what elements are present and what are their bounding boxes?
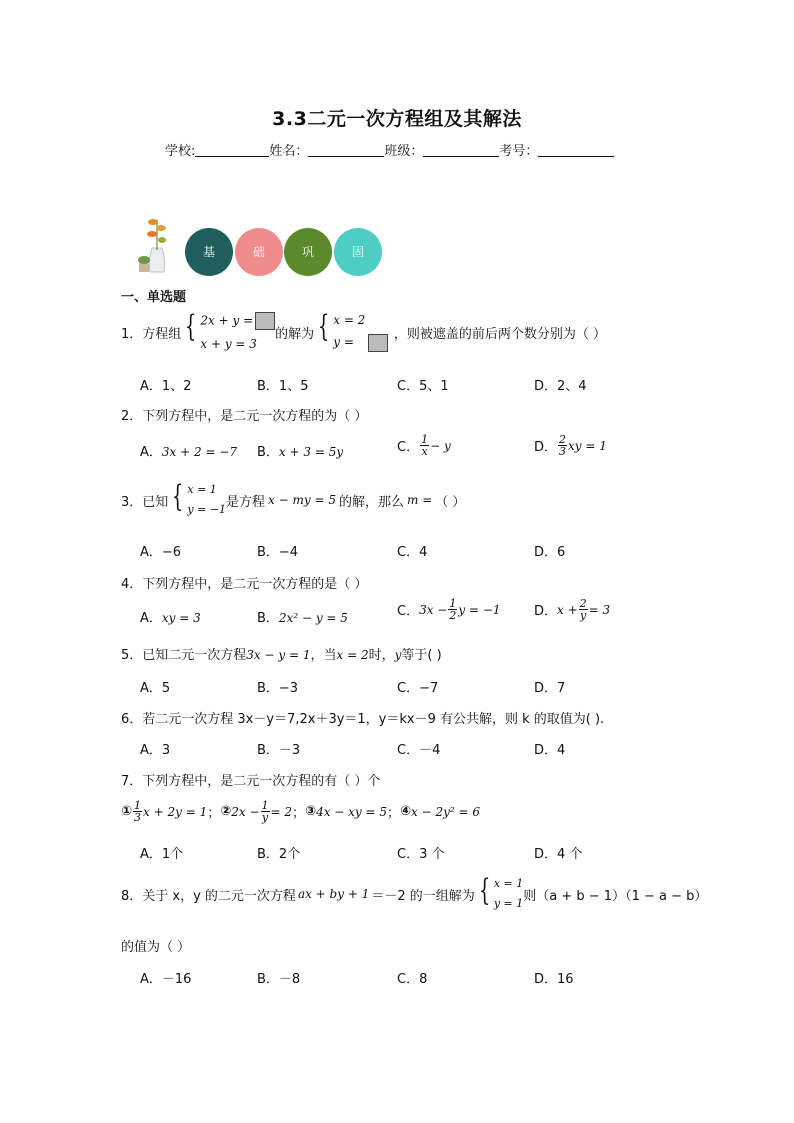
text-fragment: x + 2y = 1 bbox=[143, 804, 208, 819]
text-fragment: ① bbox=[121, 804, 133, 819]
text-fragment: 等于( ) bbox=[401, 648, 442, 663]
question-6 bbox=[121, 708, 604, 727]
text-fragment: y = −1 bbox=[187, 503, 227, 516]
text-fragment: 2 bbox=[559, 433, 567, 446]
text-fragment: 已知 bbox=[142, 494, 169, 510]
math-fragment bbox=[494, 876, 523, 912]
math-fragment: { bbox=[478, 873, 491, 908]
text-fragment: 础 bbox=[252, 245, 265, 259]
name-blank bbox=[308, 143, 384, 157]
math-fragment: { bbox=[185, 309, 197, 344]
question-8 bbox=[121, 873, 708, 912]
text-fragment: 3x − y = 1 bbox=[246, 648, 311, 662]
text-fragment: B． bbox=[257, 445, 279, 460]
math-fragment: { bbox=[317, 309, 330, 344]
math-fragment bbox=[579, 598, 588, 621]
text-fragment: 1 bbox=[134, 799, 142, 812]
text-fragment: 2． bbox=[121, 409, 143, 424]
question-7-items bbox=[121, 800, 480, 823]
option-c: C．3 个 bbox=[397, 847, 445, 862]
text-fragment: x = 2 bbox=[336, 648, 369, 662]
text-fragment: ④ bbox=[400, 804, 412, 819]
text-fragment: = 2 bbox=[270, 804, 293, 819]
text-fragment: y bbox=[580, 609, 587, 622]
option-a: A．1个 bbox=[140, 847, 184, 862]
option-b: B．2个 bbox=[257, 847, 301, 862]
question-3 bbox=[121, 479, 466, 518]
question-1 bbox=[121, 309, 607, 352]
text-fragment: 时， bbox=[368, 648, 395, 663]
question-2 bbox=[121, 405, 367, 424]
option-c: C．−7 bbox=[397, 681, 439, 696]
text-fragment: 已知二元一次方程 bbox=[142, 648, 247, 663]
math-fragment bbox=[200, 312, 275, 352]
text-fragment: 基 bbox=[202, 245, 215, 259]
text-fragment: 3． bbox=[121, 494, 143, 510]
badge-ji bbox=[185, 228, 233, 276]
text-fragment: 8． bbox=[121, 888, 143, 904]
option-b: B．−4 bbox=[257, 545, 299, 560]
question-4 bbox=[121, 573, 367, 592]
math-fragment bbox=[200, 312, 275, 330]
math-fragment bbox=[448, 598, 457, 621]
option-a: A．5 bbox=[140, 681, 171, 696]
text-fragment: m = bbox=[407, 493, 433, 507]
text-fragment: 2 bbox=[579, 597, 587, 610]
text-fragment: y = bbox=[333, 335, 354, 349]
text-fragment: 1 bbox=[421, 433, 429, 446]
math-fragment bbox=[147, 231, 157, 237]
question-text: 的解为 bbox=[275, 326, 315, 342]
option-c: C．－4 bbox=[397, 743, 441, 758]
text-fragment: x − 2y² = 6 bbox=[411, 804, 481, 819]
text-fragment: 3 bbox=[134, 811, 142, 824]
math-fragment bbox=[158, 237, 166, 243]
math-fragment bbox=[187, 482, 226, 518]
student-info-line bbox=[165, 140, 614, 159]
covered-box bbox=[255, 312, 275, 330]
text-fragment: ax + by + 1 bbox=[297, 887, 370, 901]
question-number: 1． bbox=[121, 326, 143, 342]
text-fragment: 3 bbox=[559, 445, 567, 458]
question-text: ，则被遮盖的前后两个数分别为（ ） bbox=[393, 326, 607, 342]
text-fragment: ； bbox=[387, 806, 401, 821]
text-fragment: D． bbox=[534, 440, 558, 455]
text-fragment: 关于 x，y 的二元一次方程 bbox=[142, 888, 296, 904]
section-title: 一、单选题 bbox=[121, 290, 187, 305]
text-fragment: B． bbox=[257, 611, 279, 626]
text-fragment: 是方程 bbox=[226, 494, 266, 510]
text-fragment: 巩 bbox=[301, 245, 314, 259]
text-fragment: 4x − xy = 5 bbox=[316, 804, 388, 819]
text-fragment: 若二元一次方程 3x－y＝7,2x＋3y＝1，y＝kx－9 有公共解，则 k 的取值为( ). bbox=[142, 712, 605, 727]
text-fragment: 下列方程中，是二元一次方程的有（ ）个 bbox=[142, 774, 381, 789]
text-fragment: 1 bbox=[261, 799, 269, 812]
math-fragment bbox=[149, 248, 164, 272]
option-b bbox=[257, 607, 348, 626]
option-a: A．3 bbox=[140, 743, 171, 758]
text-fragment: （ ） bbox=[435, 494, 466, 510]
text-fragment: 3x + 2 = −7 bbox=[161, 445, 237, 459]
math-fragment: { bbox=[172, 479, 184, 514]
option-c: C．8 bbox=[397, 972, 428, 987]
text-fragment: x = 2 bbox=[333, 313, 366, 327]
text-fragment: 固 bbox=[351, 245, 364, 259]
text-fragment: 6． bbox=[121, 712, 143, 727]
text-fragment: ② bbox=[220, 804, 232, 819]
text-fragment: − y bbox=[430, 438, 451, 453]
text-fragment: x = 1 bbox=[493, 877, 524, 890]
math-fragment bbox=[333, 334, 388, 352]
text-fragment: y bbox=[261, 811, 269, 824]
text-fragment: C． bbox=[397, 604, 420, 619]
text-fragment: x + y = 3 bbox=[200, 337, 257, 351]
text-fragment: x + bbox=[557, 602, 578, 617]
text-fragment: 则（a + b − 1）（1 − a − b） bbox=[523, 888, 708, 904]
math-fragment bbox=[138, 256, 150, 264]
text-fragment: 4． bbox=[121, 577, 143, 592]
number-blank bbox=[538, 143, 614, 157]
option-c: C．4 bbox=[397, 545, 428, 560]
option-d: D．2、4 bbox=[534, 379, 587, 394]
text-fragment: 2 bbox=[449, 609, 457, 622]
text-fragment: 下列方程中，是二元一次方程的是（ ） bbox=[142, 577, 368, 592]
text-fragment: x = 1 bbox=[187, 483, 217, 496]
text-fragment: 7． bbox=[121, 774, 143, 789]
text-fragment: 2x − bbox=[231, 804, 260, 819]
option-b: B．－3 bbox=[257, 743, 301, 758]
text-fragment: x − my = 5 bbox=[268, 493, 336, 507]
option-b: B．−3 bbox=[257, 681, 299, 696]
text-fragment: 2x + y = bbox=[200, 313, 254, 328]
math-fragment bbox=[156, 225, 166, 231]
badge-chu bbox=[235, 228, 283, 276]
question-8-line2: 的值为（ ） bbox=[121, 940, 191, 955]
text-fragment: ③ bbox=[305, 804, 317, 819]
option-d: D．7 bbox=[534, 681, 566, 696]
option-d bbox=[534, 598, 610, 621]
school-label: 学校: bbox=[165, 144, 196, 159]
option-b: B．1、5 bbox=[257, 379, 309, 394]
option-b: B．－8 bbox=[257, 972, 301, 987]
page-title: 3.3二元一次方程组及其解法 bbox=[272, 108, 522, 130]
name-label: 姓名： bbox=[269, 144, 309, 159]
badge-gu bbox=[334, 228, 382, 276]
question-5 bbox=[121, 644, 442, 663]
math-fragment bbox=[148, 219, 158, 225]
option-c: C．5、1 bbox=[397, 379, 449, 394]
question-text: 方程组 bbox=[142, 326, 182, 342]
option-c bbox=[397, 434, 451, 457]
option-b bbox=[257, 441, 343, 460]
option-d: D．4 个 bbox=[534, 847, 583, 862]
text-fragment: D． bbox=[534, 604, 558, 619]
text-fragment: ，当 bbox=[310, 648, 337, 663]
math-fragment bbox=[333, 312, 388, 352]
text-fragment: 的解，那么 bbox=[338, 494, 404, 510]
math-fragment bbox=[261, 800, 270, 823]
equation-system bbox=[168, 479, 227, 518]
option-a bbox=[140, 441, 237, 460]
text-fragment: ； bbox=[292, 806, 306, 821]
option-d: D．16 bbox=[534, 972, 574, 987]
text-fragment: x + 3 = 5y bbox=[278, 445, 344, 459]
text-fragment: 2x² − y = 5 bbox=[278, 611, 348, 625]
equation-system bbox=[181, 309, 275, 352]
text-fragment: ； bbox=[207, 806, 221, 821]
math-fragment bbox=[420, 434, 429, 457]
text-fragment: y = −1 bbox=[458, 602, 501, 617]
question-7 bbox=[121, 770, 380, 789]
text-fragment: A． bbox=[140, 445, 162, 460]
solution-system bbox=[314, 309, 388, 352]
option-d: D．6 bbox=[534, 545, 566, 560]
solution-system bbox=[475, 873, 524, 912]
text-fragment: C． bbox=[397, 440, 420, 455]
option-d bbox=[534, 434, 607, 457]
number-label: 考号： bbox=[499, 144, 539, 159]
option-c bbox=[397, 598, 501, 621]
text-fragment: xy = 3 bbox=[161, 611, 201, 625]
option-d: D．4 bbox=[534, 743, 566, 758]
text-fragment: = 3 bbox=[588, 602, 611, 617]
text-fragment: 1 bbox=[449, 597, 457, 610]
text-fragment: 5． bbox=[121, 648, 143, 663]
class-label: 班级： bbox=[384, 144, 424, 159]
badge-gong bbox=[284, 228, 332, 276]
school-blank bbox=[195, 143, 269, 157]
text-fragment: ＝－2 的一组解为 bbox=[371, 888, 475, 904]
text-fragment: 下列方程中，是二元一次方程的为（ ） bbox=[142, 409, 368, 424]
math-fragment bbox=[558, 434, 567, 457]
option-a: A．−6 bbox=[140, 545, 182, 560]
option-a bbox=[140, 607, 201, 626]
text-fragment: x bbox=[421, 445, 428, 458]
plant-vase-icon bbox=[136, 214, 176, 276]
text-fragment: A． bbox=[140, 611, 162, 626]
option-a: A．－16 bbox=[140, 972, 192, 987]
math-fragment bbox=[133, 800, 142, 823]
text-fragment: xy = 1 bbox=[568, 438, 607, 453]
text-fragment: y = 1 bbox=[493, 897, 524, 910]
option-a: A．1、2 bbox=[140, 379, 192, 394]
text-fragment: y bbox=[394, 648, 402, 662]
covered-box bbox=[368, 334, 388, 352]
class-blank bbox=[423, 143, 499, 157]
text-fragment: 3x − bbox=[419, 602, 448, 617]
